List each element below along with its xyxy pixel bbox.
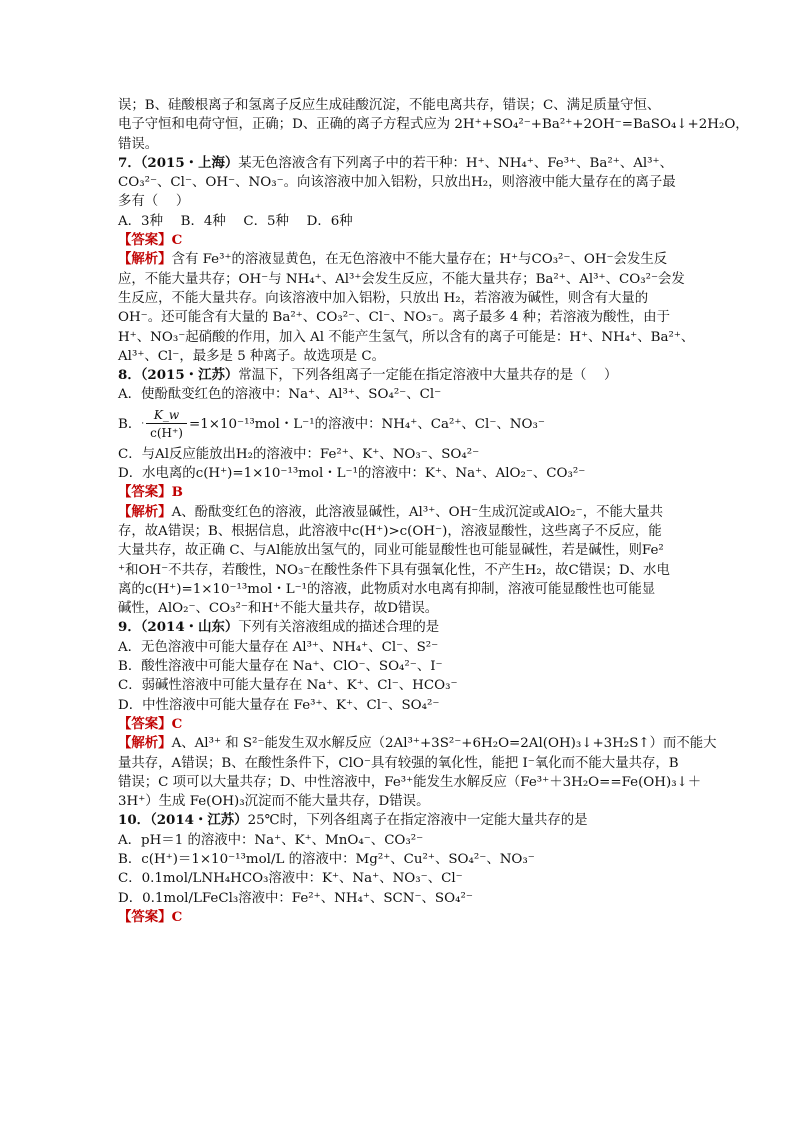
question-source: （2014・山东） — [140, 619, 239, 636]
fraction — [146, 407, 187, 442]
text-line: 应，不能大量共存；OH⁻与 NH₄⁺、Al³⁺会发生反应，不能大量共存；Ba²⁺、Al³⁺、CO₃²⁻会发 — [118, 271, 685, 287]
option-b: B．c(H⁺)＝1×10⁻¹³mol/L 的溶液中：Mg²⁺、Cu²⁺、SO₄²⁻、NO₃⁻ — [118, 851, 535, 867]
question-7-stem — [118, 154, 678, 173]
option-c: C．0.1mol/LNH₄HCO₃溶液中：K⁺、Na⁺、NO₃⁻、Cl⁻ — [118, 871, 463, 887]
text-line: H⁺、NO₃⁻起硝酸的作用，加入 Al 不能产生氢气，所以含有的离子可能是：H⁺、NH₄⁺、Ba²⁺、 — [118, 329, 695, 345]
answer-label: 【答案】 — [118, 908, 172, 925]
analysis-line — [118, 250, 678, 269]
stem-text: 某无色溶液含有下列离子中的若干种：H⁺、NH₄⁺、Fe³⁺、Ba²⁺、Al³⁺、 — [238, 155, 673, 171]
option-c: C．与Al反应能放出H₂的溶液中：Fe²⁺、K⁺、NO₃⁻、SO₄²⁻ — [118, 446, 480, 462]
analysis-line — [118, 734, 717, 753]
option-text: =1×10⁻¹³mol・L⁻¹的溶液中：NH₄⁺、Ca²⁺、Cl⁻、NO₃⁻ — [189, 417, 545, 433]
fraction-numerator: K_w — [146, 407, 187, 424]
text-line: 存，故A错误；B、根据信息，此溶液中c(H⁺)>c(OH⁻)，溶液显酸性，这些离子不反应，能 — [118, 523, 662, 539]
question-source: （2015・上海） — [140, 154, 239, 171]
option-b — [118, 405, 678, 445]
option-d: D．中性溶液中可能大量存在 Fe³⁺、K⁺、Cl⁻、SO₄²⁻ — [118, 697, 440, 713]
option-a: A．无色溶液中可能大量存在 Al³⁺、NH₄⁺、Cl⁻、S²⁻ — [118, 639, 439, 655]
answer-value: C — [171, 232, 183, 249]
answer-line — [118, 715, 678, 734]
question-number: 8． — [118, 367, 141, 384]
document-page — [118, 96, 749, 927]
question-source: （2014・江苏） — [150, 812, 248, 829]
option-c: C．弱碱性溶液中可能大量存在 Na⁺、K⁺、Cl⁻、HCO₃⁻ — [118, 678, 458, 694]
text-line: 电子守恒和电荷守恒，正确；D、正确的离子方程式应为 2H⁺+SO₄²⁻+Ba²⁺+2OH⁻=BaSO₄↓+2H₂O， — [118, 117, 749, 133]
text-line: OH⁻。还可能含有大量的 Ba²⁺、CO₃²⁻、Cl⁻、NO₃⁻。离子最多 4 种；若溶液为酸性，由于 — [118, 310, 670, 326]
question-8-stem — [118, 366, 678, 385]
fraction-denominator: c(H⁺) — [150, 426, 183, 441]
analysis-label: 【解析】 — [118, 735, 172, 752]
answer-line — [118, 908, 678, 927]
text-line: 错误。 — [118, 136, 159, 152]
answer-label: 【答案】 — [118, 715, 172, 732]
analysis-text: 含有 Fe³⁺的溶液显黄色，在无色溶液中不能大量存在；H⁺与CO₃²⁻、OH⁻会发生反 — [171, 252, 668, 268]
answer-label: 【答案】 — [118, 232, 172, 249]
question-number: 9． — [118, 619, 141, 636]
question-number: 10． — [118, 812, 151, 829]
option-a: A．pH＝1 的溶液中：Na⁺、K⁺、MnO₄⁻、CO₃²⁻ — [118, 832, 424, 848]
stem-text: 25℃时，下列各组离子在指定溶液中一定能大量共存的是 — [247, 813, 588, 829]
text-line: 生反应，不能大量共存。向该溶液中加入铝粉，只放出 H₂，若溶液为碱性，则含有大量的 — [118, 290, 649, 306]
question-9-stem — [118, 618, 678, 637]
question-source: （2015・江苏） — [140, 367, 239, 384]
bullet-dot: · — [141, 419, 145, 430]
analysis-label: 【解析】 — [118, 503, 172, 520]
text-line: ⁺和OH⁻不共存，若酸性，NO₃⁻在酸性条件下具有强氧化性，不产生H₂，故C错误；D、水电 — [118, 562, 670, 578]
answer-line — [118, 231, 678, 250]
text-line: Al³⁺、Cl⁻，最多是 5 种离子。故选项是 C。 — [118, 348, 385, 364]
option-d: D．0.1mol/LFeCl₃溶液中：Fe²⁺、NH₄⁺、SCN⁻、SO₄²⁻ — [118, 890, 473, 906]
question-10-stem — [118, 811, 678, 830]
stem-text: 常温下，下列各组离子一定能在指定溶液中大量共存的是（ ） — [238, 368, 618, 384]
answer-value: C — [171, 715, 183, 732]
text-line: 大量共存，故正确 C、与Al能放出氢气的，同业可能显酸性也可能显碱性，若是碱性，则Fe² — [118, 543, 664, 559]
question-7-options: A．3种 B．4种 C．5种 D．6种 — [118, 213, 353, 229]
text-line: 3H⁺）生成 Fe(OH)₃沉淀而不能大量共存，D错误。 — [118, 794, 430, 810]
answer-value: B — [171, 484, 183, 501]
text-line: 错误；C 项可以大量共存；D、中性溶液中，Fe³⁺能发生水解反应（Fe³⁺＋3H₂O==Fe(OH)₃↓＋ — [118, 774, 702, 790]
option-a: A．使酚酞变红色的溶液中：Na⁺、Al³⁺、SO₄²⁻、Cl⁻ — [118, 387, 442, 403]
text-line: 误；B、硅酸根离子和氢离子反应生成硅酸沉淀，不能电离共存，错误；C、满足质量守恒、 — [118, 98, 661, 113]
text-line: 多有（ ） — [118, 194, 190, 210]
analysis-text: A、Al³⁺ 和 S²⁻能发生双水解反应（2Al³⁺+3S²⁻+6H₂O=2Al(OH)₃↓+3H₂S↑）而不能大 — [171, 736, 717, 752]
option-b: B．酸性溶液中可能大量存在 Na⁺、ClO⁻、SO₄²⁻、I⁻ — [118, 659, 443, 675]
question-number: 7． — [118, 154, 141, 171]
answer-line — [118, 483, 678, 502]
text-line: 碱性，AlO₂⁻、CO₃²⁻和H⁺不能大量共存，故D错误。 — [118, 601, 439, 617]
text-line: 离的c(H⁺)=1×10⁻¹³mol・L⁻¹的溶液，此物质对水电离有抑制，溶液可能显酸性也可能显 — [118, 581, 656, 597]
analysis-text: A、酚酞变红色的溶液，此溶液显碱性，Al³⁺、OH⁻生成沉淀或AlO₂⁻，不能大量共 — [171, 504, 664, 520]
analysis-line — [118, 503, 678, 522]
text-line: 量共存，A错误；B、在酸性条件下，ClO⁻具有较强的氧化性，能把 I⁻氧化而不能大量共存，B — [118, 755, 679, 771]
answer-value: C — [171, 908, 183, 925]
stem-text: 下列有关溶液组成的描述合理的是 — [238, 620, 440, 636]
answer-label: 【答案】 — [118, 484, 172, 501]
option-letter: B． — [118, 417, 142, 433]
text-line: CO₃²⁻、Cl⁻、OH⁻、NO₃⁻。向该溶液中加入铝粉，只放出H₂，则溶液中能大量存在的离子最 — [118, 175, 676, 191]
analysis-label: 【解析】 — [118, 251, 172, 268]
option-d: D．水电离的c(H⁺)=1×10⁻¹³mol・L⁻¹的溶液中：K⁺、Na⁺、AlO₂⁻、CO₃²⁻ — [118, 466, 586, 482]
